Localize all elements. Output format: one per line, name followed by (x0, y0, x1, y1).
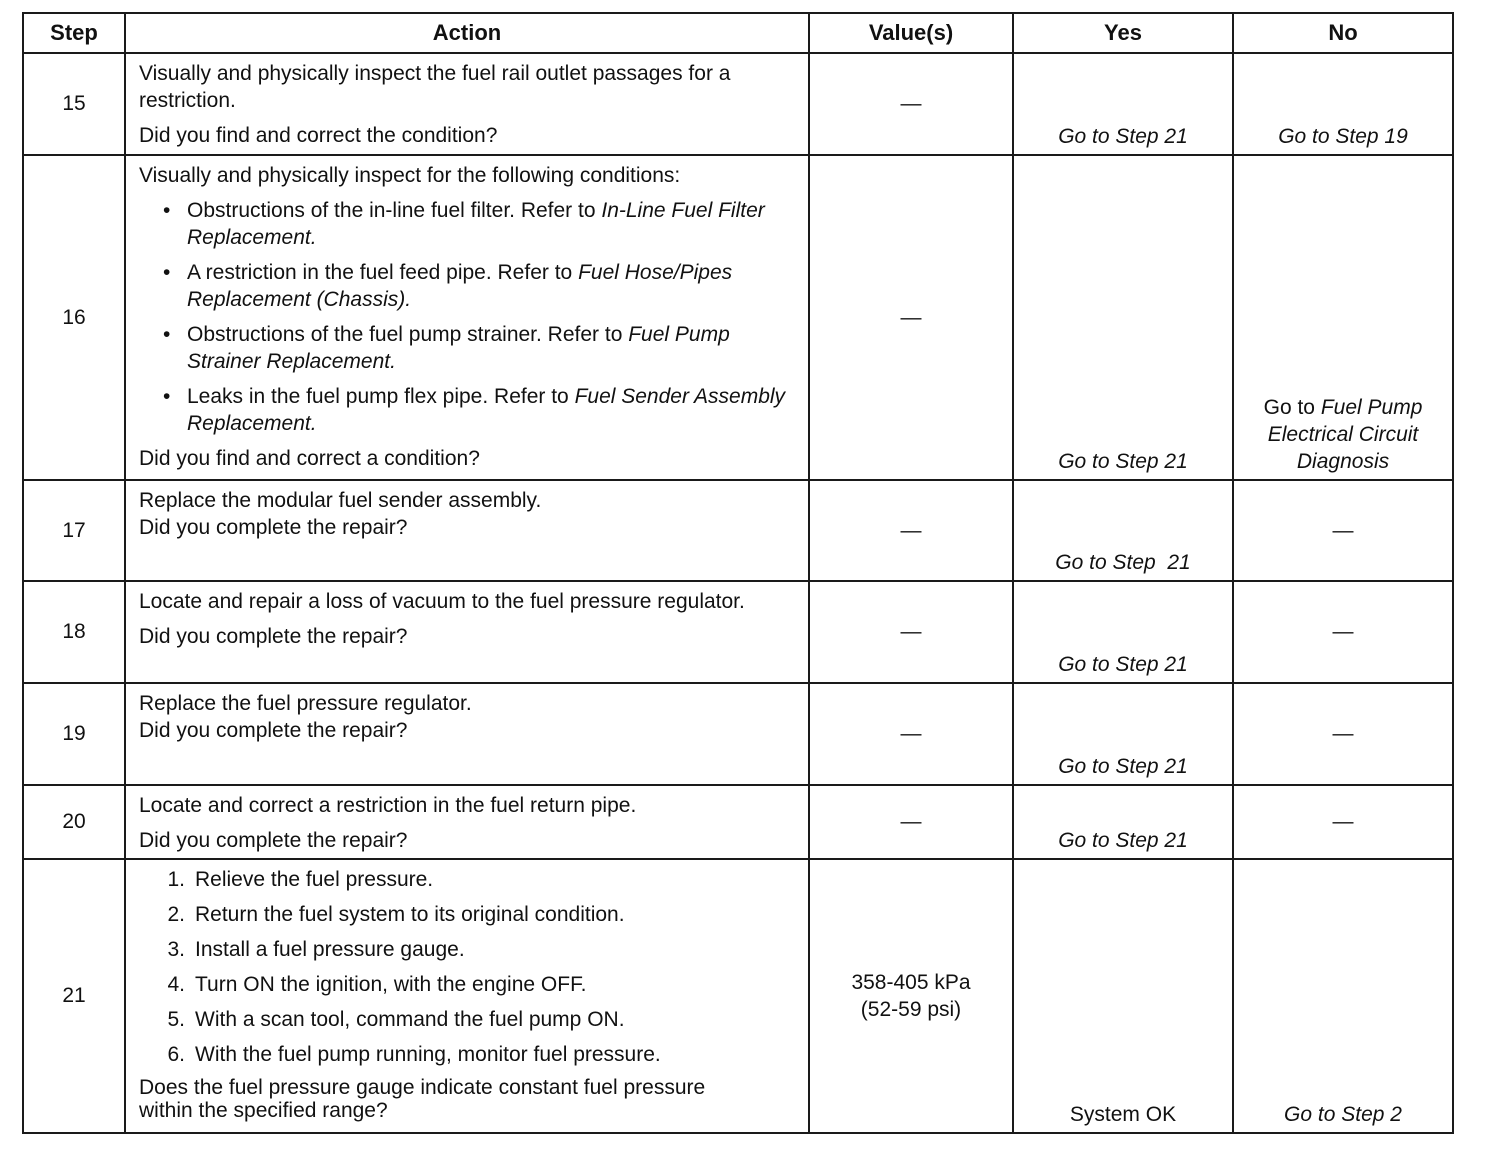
list-item-number: 2. (167, 903, 185, 926)
list-item-text: Obstructions of the in-line fuel filter. Refer to (187, 199, 602, 222)
list-item-text: A restriction in the fuel feed pipe. Refer to (187, 261, 579, 284)
yes-cell (1013, 480, 1233, 581)
yes-cell (1013, 785, 1233, 859)
no-text: — (1332, 810, 1354, 833)
list-item-text: Leaks in the fuel pump flex pipe. Refer to (187, 385, 575, 408)
value-cell (809, 683, 1013, 785)
list-item-text: Obstructions of the fuel pump strainer. Refer to (187, 323, 629, 346)
list-item-number: 5. (167, 1008, 185, 1031)
yes-text: Go to Step 21 (1055, 551, 1191, 574)
action-cell (125, 480, 809, 581)
value-text: — (900, 305, 922, 329)
reference-link: Fuel Pump Electrical Circuit Diagnosis (1267, 396, 1423, 473)
action-question: Did you complete the repair? (139, 625, 408, 648)
header-step: Step (23, 13, 125, 53)
yes-cell (1013, 683, 1233, 785)
value-kpa: 358-405 kPa (851, 971, 971, 994)
action-text: Visually and physically inspect the fuel rail outlet passages for a restriction. (139, 62, 731, 112)
no-text: — (1332, 722, 1354, 745)
reference-link: Fuel Sender Assembly Replacement. (187, 385, 786, 435)
header-yes: Yes (1013, 13, 1233, 53)
action-text: Replace the fuel pressure regulator. (139, 692, 472, 715)
no-cell (1233, 581, 1453, 683)
list-item (139, 1006, 800, 1033)
yes-text: Go to Step 21 (1058, 125, 1188, 148)
value-cell (809, 785, 1013, 859)
action-text: Locate and correct a restriction in the fuel return pipe. (139, 794, 637, 817)
header-no: No (1233, 13, 1453, 53)
value-cell (809, 480, 1013, 581)
step-number: 18 (23, 581, 125, 683)
no-cell (1233, 53, 1453, 155)
table-row (23, 53, 1453, 155)
list-item (139, 259, 800, 313)
value-text: — (900, 620, 922, 643)
reference-link: Fuel Hose/Pipes Replacement (Chassis). (187, 261, 733, 311)
yes-text: Go to Step 21 (1058, 653, 1188, 676)
list-item-text: Relieve the fuel pressure. (195, 868, 434, 891)
list-item-text: Turn ON the ignition, with the engine OFF. (195, 973, 587, 996)
step-number: 17 (23, 480, 125, 581)
no-cell (1233, 859, 1453, 1133)
no-cell (1233, 155, 1453, 480)
no-cell (1233, 683, 1453, 785)
action-question: Does the fuel pressure gauge indicate constant fuel pressure within the specified range? (139, 1076, 706, 1122)
value-cell (809, 155, 1013, 480)
yes-text: System OK (1069, 1103, 1177, 1126)
table-row (23, 480, 1453, 581)
action-cell (125, 683, 809, 785)
value-text: — (900, 810, 922, 833)
value-text: — (900, 518, 922, 542)
table-row (23, 155, 1453, 480)
diagnostic-table (22, 12, 1454, 1134)
action-question: Did you complete the repair? (139, 719, 408, 742)
action-text: Replace the modular fuel sender assembly. (139, 489, 542, 512)
list-item (139, 971, 800, 998)
no-cell (1233, 480, 1453, 581)
step-number: 20 (23, 785, 125, 859)
condition-list (139, 197, 800, 437)
value-text: — (900, 722, 922, 745)
action-cell (125, 859, 809, 1133)
value-text: — (900, 92, 922, 115)
value-psi: (52-59 psi) (860, 998, 962, 1021)
action-question: Did you complete the repair? (139, 516, 408, 539)
action-cell (125, 581, 809, 683)
no-cell (1233, 785, 1453, 859)
list-item (139, 197, 800, 251)
action-question: Did you find and correct the condition? (139, 124, 498, 147)
yes-text: Go to Step 21 (1058, 450, 1188, 473)
yes-cell (1013, 155, 1233, 480)
reference-link: In-Line Fuel Filter Replacement. (187, 199, 765, 249)
list-item (139, 1041, 800, 1068)
no-text (1234, 394, 1452, 475)
yes-cell (1013, 581, 1233, 683)
header-action: Action (125, 13, 809, 53)
step-number: 21 (23, 859, 125, 1133)
list-item-number: 1. (167, 868, 185, 891)
table-row (23, 785, 1453, 859)
list-item (139, 936, 800, 963)
list-item-text: With a scan tool, command the fuel pump ON. (195, 1008, 625, 1031)
value-cell (809, 53, 1013, 155)
list-item-text: With the fuel pump running, monitor fuel pressure. (195, 1043, 661, 1066)
yes-text: Go to Step 21 (1058, 755, 1188, 778)
list-item-text: Return the fuel system to its original condition. (195, 903, 625, 926)
no-text: — (1332, 620, 1354, 643)
action-text: Visually and physically inspect for the following conditions: (139, 164, 681, 187)
value-range (810, 969, 1012, 1023)
list-item-number: 3. (167, 938, 185, 961)
action-text: Locate and repair a loss of vacuum to the fuel pressure regulator. (139, 590, 745, 613)
header-row (23, 13, 1453, 53)
list-item (139, 866, 800, 893)
action-question: Did you complete the repair? (139, 829, 408, 852)
step-number: 19 (23, 683, 125, 785)
action-question: Did you find and correct a condition? (139, 447, 480, 470)
no-text: Go to Step 19 (1278, 125, 1408, 148)
value-cell (809, 859, 1013, 1133)
table-row (23, 581, 1453, 683)
action-cell (125, 53, 809, 155)
yes-cell (1013, 859, 1233, 1133)
action-cell (125, 155, 809, 480)
list-item-number: 4. (167, 973, 185, 996)
yes-text: Go to Step 21 (1058, 829, 1188, 852)
value-cell (809, 581, 1013, 683)
list-item (139, 901, 800, 928)
step-number: 16 (23, 155, 125, 480)
procedure-list (139, 866, 800, 1068)
no-text: — (1332, 518, 1354, 542)
step-number: 15 (23, 53, 125, 155)
table-row (23, 683, 1453, 785)
header-values: Value(s) (809, 13, 1013, 53)
list-item-number: 6. (167, 1043, 185, 1066)
action-cell (125, 785, 809, 859)
list-item-text: Install a fuel pressure gauge. (195, 938, 465, 961)
diagnostic-table-container (22, 12, 1452, 1134)
yes-cell (1013, 53, 1233, 155)
no-text: Go to Step 2 (1284, 1103, 1402, 1126)
no-prefix: Go to (1263, 396, 1321, 419)
reference-link: Fuel Pump Strainer Replacement. (187, 323, 730, 373)
table-row (23, 859, 1453, 1133)
list-item (139, 383, 800, 437)
list-item (139, 321, 800, 375)
